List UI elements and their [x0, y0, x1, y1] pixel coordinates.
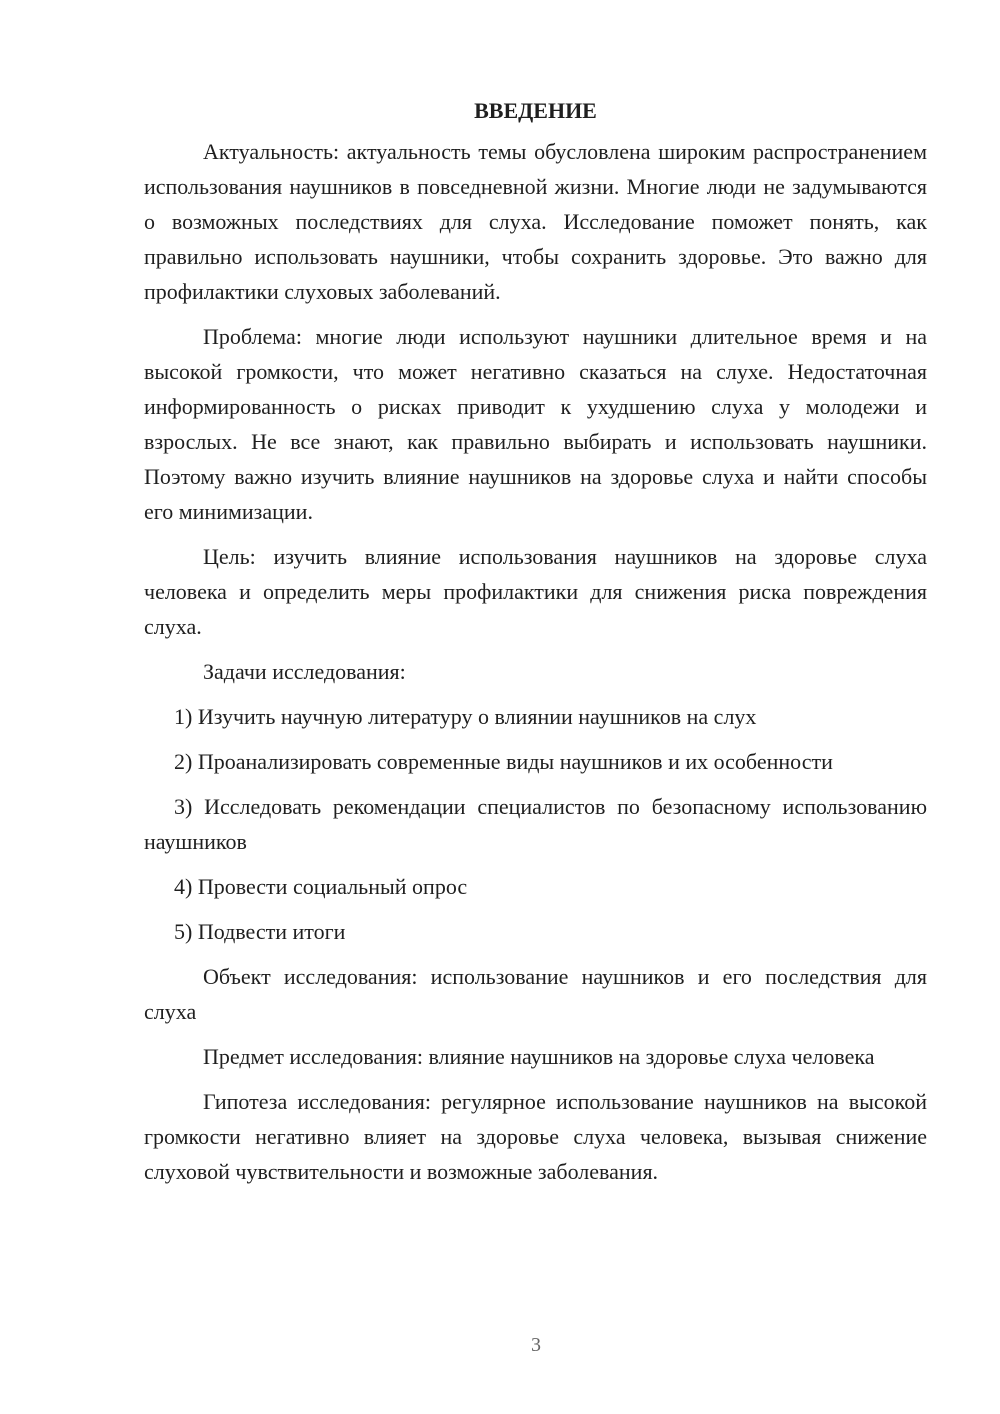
page-number: 3	[531, 1334, 541, 1356]
page-title: ВВЕДЕНИЕ	[474, 98, 597, 123]
relevance-paragraph: Актуальность: актуальность темы обусловлена широким распространением использования наушников в повседневной жизни. Многие люди не задумываются о возможных последствиях для слуха. Исследование поможет понять, как правильно использовать наушники, чтобы сохранить здоровье. Это важно для профилактики слуховых заболеваний.	[144, 139, 927, 304]
task-item-3: 3) Исследовать рекомендации специалистов по безопасному использованию наушников	[144, 794, 927, 854]
document-page	[144, 96, 927, 1199]
problem-paragraph: Проблема: многие люди используют наушники длительное время и на высокой громкости, что может негативно сказаться на слухе. Недостаточная информированность о рисках приводит к ухудшению слуха у молодежи и взрослых. Не все знают, как правильно выбирать и использовать наушники. Поэтому важно изучить влияние наушников на здоровье слуха и найти способы его минимизации.	[144, 324, 927, 524]
task-item-4: 4) Провести социальный опрос	[174, 874, 468, 899]
hypothesis-paragraph: Гипотеза исследования: регулярное использование наушников на высокой громкости негативно влияет на здоровье слуха человека, вызывая снижение слуховой чувствительности и возможные заболевания.	[144, 1089, 927, 1184]
goal-paragraph: Цель: изучить влияние использования наушников на здоровье слуха человека и определить меры профилактики для снижения риска повреждения слуха.	[144, 544, 927, 639]
research-object-paragraph: Объект исследования: использование наушников и его последствия для слуха	[144, 964, 927, 1024]
tasks-heading: Задачи исследования:	[203, 659, 406, 684]
task-item-5: 5) Подвести итоги	[174, 919, 346, 944]
task-item-1: 1) Изучить научную литературу о влиянии наушников на слух	[174, 704, 757, 729]
task-item-2: 2) Проанализировать современные виды наушников и их особенности	[174, 749, 833, 774]
research-subject-paragraph: Предмет исследования: влияние наушников на здоровье слуха человека	[203, 1044, 875, 1069]
